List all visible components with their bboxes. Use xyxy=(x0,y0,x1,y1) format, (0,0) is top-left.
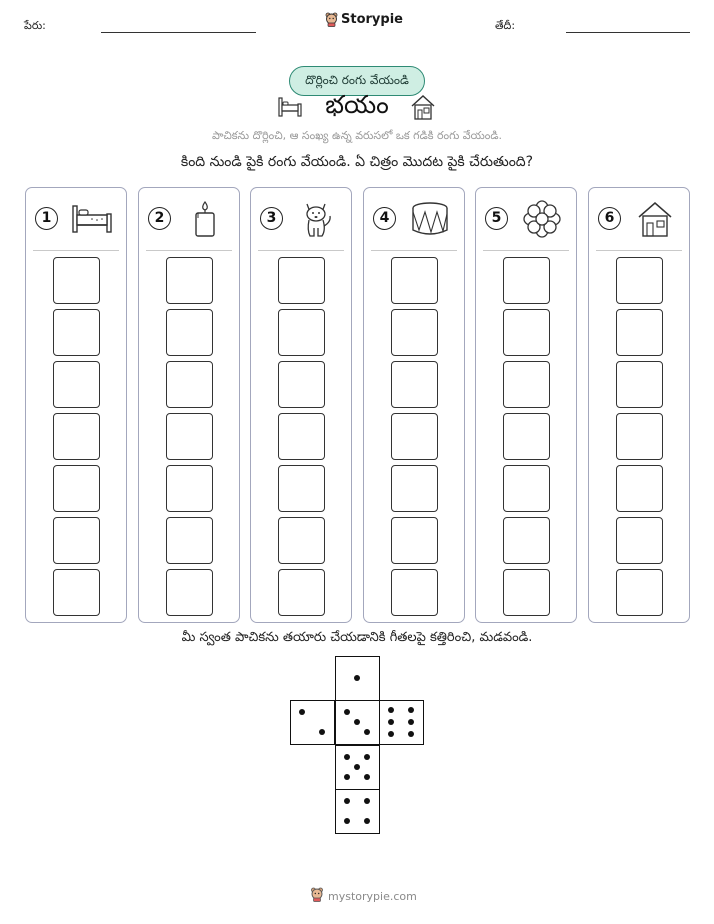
column-header xyxy=(35,200,119,236)
die-pip xyxy=(408,707,414,713)
color-square[interactable] xyxy=(503,309,550,356)
color-square[interactable] xyxy=(503,465,550,512)
house-icon xyxy=(633,200,677,238)
column-5 xyxy=(475,187,577,623)
name-label: పేరు: xyxy=(24,19,46,32)
column-header xyxy=(260,200,344,236)
bed-icon xyxy=(70,200,114,238)
color-square[interactable] xyxy=(503,257,550,304)
color-square[interactable] xyxy=(616,309,663,356)
column-2 xyxy=(138,187,240,623)
color-square[interactable] xyxy=(278,257,325,304)
column-6 xyxy=(588,187,690,623)
activity-badge: దొర్లించి రంగు వేయండి xyxy=(289,66,425,96)
dog-icon xyxy=(295,200,339,238)
die-pip xyxy=(408,719,414,725)
color-square[interactable] xyxy=(503,413,550,460)
worksheet-subtitle: పాచికను దొర్లించి, ఆ సంఖ్య ఉన్న వరుసలో ఒక గడికి రంగు వేయండి. xyxy=(212,129,502,142)
column-divider xyxy=(33,250,119,251)
column-divider xyxy=(483,250,569,251)
worksheet-question: కింది నుండి పైకి రంగు వేయండి. ఏ చిత్రం మొదట పైకి చేరుతుంది? xyxy=(180,154,534,170)
die-pip xyxy=(354,764,360,770)
storypie-bear-icon xyxy=(310,887,324,905)
color-square[interactable] xyxy=(53,309,100,356)
flower-icon xyxy=(520,200,564,238)
column-4 xyxy=(363,187,465,623)
color-square[interactable] xyxy=(391,361,438,408)
color-square[interactable] xyxy=(391,309,438,356)
color-square[interactable] xyxy=(616,413,663,460)
color-square[interactable] xyxy=(391,257,438,304)
storypie-bear-icon xyxy=(325,12,338,27)
die-pip xyxy=(364,798,370,804)
drum-icon xyxy=(408,200,452,238)
color-square[interactable] xyxy=(166,413,213,460)
column-divider xyxy=(596,250,682,251)
color-square[interactable] xyxy=(166,569,213,616)
die-pip xyxy=(344,709,350,715)
footer xyxy=(310,887,417,905)
color-square[interactable] xyxy=(166,361,213,408)
house-icon xyxy=(409,93,437,125)
color-square[interactable] xyxy=(166,309,213,356)
brand-name: Storypie xyxy=(341,12,403,27)
name-line xyxy=(101,32,256,33)
die-pip xyxy=(364,818,370,824)
die-face-1 xyxy=(335,656,380,701)
column-header xyxy=(598,200,682,236)
die-pip xyxy=(388,707,394,713)
column-divider xyxy=(258,250,344,251)
die-pip xyxy=(354,719,360,725)
color-square[interactable] xyxy=(278,361,325,408)
color-square[interactable] xyxy=(53,517,100,564)
color-square[interactable] xyxy=(391,569,438,616)
color-square[interactable] xyxy=(503,517,550,564)
color-square[interactable] xyxy=(278,309,325,356)
color-square[interactable] xyxy=(278,413,325,460)
die-pip xyxy=(388,731,394,737)
color-square[interactable] xyxy=(616,569,663,616)
column-divider xyxy=(371,250,457,251)
column-number: 5 xyxy=(485,207,508,230)
die-pip xyxy=(344,798,350,804)
die-face-2 xyxy=(290,700,335,745)
color-square[interactable] xyxy=(278,465,325,512)
color-square[interactable] xyxy=(616,257,663,304)
die-pip xyxy=(388,719,394,725)
column-header xyxy=(485,200,569,236)
brand-logo xyxy=(325,12,403,27)
die-pip xyxy=(364,729,370,735)
color-square[interactable] xyxy=(278,569,325,616)
column-number: 2 xyxy=(148,207,171,230)
die-pip xyxy=(344,818,350,824)
column-3 xyxy=(250,187,352,623)
candle-icon xyxy=(183,200,227,238)
color-square[interactable] xyxy=(503,569,550,616)
die-face-6 xyxy=(379,700,424,745)
die-pip xyxy=(408,731,414,737)
column-number: 1 xyxy=(35,207,58,230)
die-pip xyxy=(299,709,305,715)
color-square[interactable] xyxy=(391,517,438,564)
color-square[interactable] xyxy=(53,257,100,304)
footer-site: mystorypie.com xyxy=(328,889,417,903)
column-divider xyxy=(146,250,232,251)
color-square[interactable] xyxy=(278,517,325,564)
color-square[interactable] xyxy=(166,257,213,304)
die-face-4 xyxy=(335,789,380,834)
color-square[interactable] xyxy=(53,361,100,408)
column-number: 6 xyxy=(598,207,621,230)
column-number: 3 xyxy=(260,207,283,230)
die-pip xyxy=(344,774,350,780)
column-number: 4 xyxy=(373,207,396,230)
color-square[interactable] xyxy=(53,465,100,512)
die-face-5 xyxy=(335,745,380,790)
column-1 xyxy=(25,187,127,623)
worksheet-title: భయం xyxy=(325,90,389,119)
die-pip xyxy=(319,729,325,735)
color-square[interactable] xyxy=(53,413,100,460)
die-pip xyxy=(364,754,370,760)
die-pip xyxy=(344,754,350,760)
date-label: తేదీ: xyxy=(495,19,516,32)
die-face-3 xyxy=(335,700,380,745)
die-pip xyxy=(364,774,370,780)
column-header xyxy=(148,200,232,236)
column-header xyxy=(373,200,457,236)
color-square[interactable] xyxy=(53,569,100,616)
die-instruction: మీ స్వంత పాచికను తయారు చేయడానికి గీతలపై కత్తిరించి, మడవండి. xyxy=(181,630,533,645)
color-square[interactable] xyxy=(166,517,213,564)
color-square[interactable] xyxy=(616,361,663,408)
color-square[interactable] xyxy=(166,465,213,512)
die-pip xyxy=(354,675,360,681)
color-square[interactable] xyxy=(616,517,663,564)
color-square[interactable] xyxy=(391,465,438,512)
color-square[interactable] xyxy=(503,361,550,408)
color-square[interactable] xyxy=(616,465,663,512)
date-line xyxy=(566,32,690,33)
color-square[interactable] xyxy=(391,413,438,460)
